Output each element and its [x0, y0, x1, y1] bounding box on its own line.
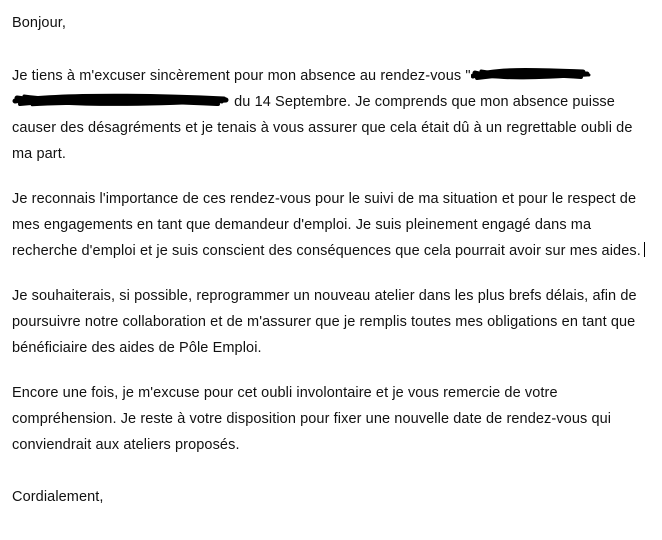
- text-caret: [644, 242, 645, 257]
- paragraph-importance: [12, 186, 654, 264]
- apology-text-lead: Je tiens à m'excuser sincèrement pour mon absence au rendez-vous ": [12, 68, 471, 84]
- greeting-line: Bonjour,: [12, 15, 67, 31]
- redacted-mark-2: [12, 89, 230, 115]
- paragraph-apology: [12, 63, 654, 167]
- importance-text: Je reconnais l'importance de ces rendez-vous pour le suivi de ma situation et pour le respect de mes engagements en tant que demandeur d'emploi. Je suis pleinement engagé dans ma recherche d'emploi et je suis conscient des conséquences que cela pourrait avoir sur mes aides.: [12, 191, 641, 259]
- scribble-icon: [471, 63, 591, 87]
- paragraph-reschedule: Je souhaiterais, si possible, reprogrammer un nouveau atelier dans les plus brefs délais, afin de poursuivre notre collaboration et de m'assurer que je remplis toutes mes obligations en tant que bénéficiaire des aides de Pôle Emploi.: [12, 288, 637, 356]
- apology-text-tail: du 14 Septembre. Je comprends que mon absence puisse causer des désagréments et je tenais à vous assurer que cela était dû à un regrettable oubli de ma part.: [12, 94, 633, 162]
- redacted-mark-1: [471, 63, 591, 89]
- closing-line: Cordialement,: [12, 489, 104, 505]
- scribble-icon: [12, 89, 230, 113]
- paragraph-thanks: Encore une fois, je m'excuse pour cet oubli involontaire et je vous remercie de votre compréhension. Je reste à votre disposition pour fixer une nouvelle date de rendez-vous qui conviendrait aux ateliers proposés.: [12, 385, 612, 453]
